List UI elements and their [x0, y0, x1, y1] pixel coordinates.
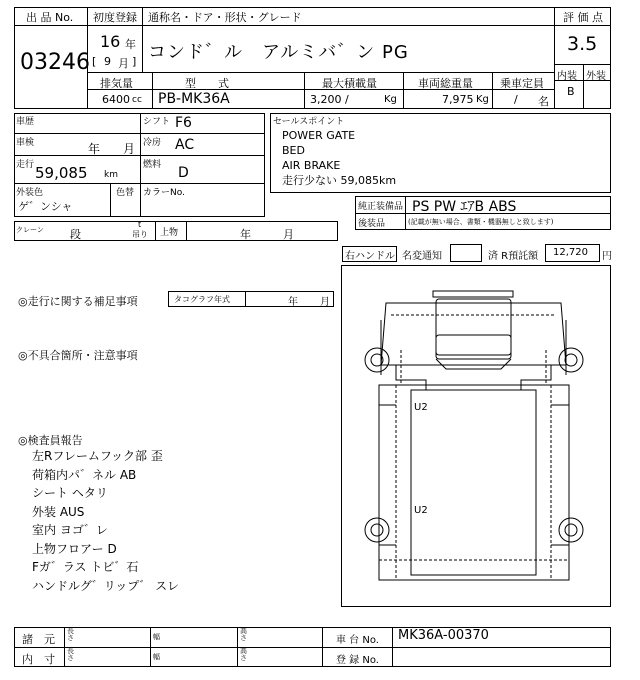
cab-outline [381, 303, 566, 365]
damage-mark-upper: U2 [414, 402, 428, 413]
drive-side: 右ハンドル [345, 251, 395, 262]
height-label: 高さ [240, 627, 247, 642]
chassis-label: 車 台 No. [336, 635, 379, 646]
history-label: 車歴 [16, 117, 35, 127]
interior-label: 内装 [557, 71, 577, 82]
width-label: 幅 [153, 633, 160, 641]
wheel-rear-left [365, 518, 389, 542]
color-label: 外装色 [16, 188, 44, 198]
mirror-bar [433, 291, 513, 297]
inspector-report-item: Fガ゛ラス トビ゛石 [32, 560, 139, 574]
mileage-label: 走行 [16, 160, 35, 170]
wheel-rear-right [559, 518, 583, 542]
color-code-label: カラーNo. [143, 188, 185, 198]
displacement-label: 排気量 [100, 77, 133, 90]
tachograph-label: タコグラフ年式 [174, 295, 230, 304]
aftermarket-note: (記載が無い場合、書類・機器無しと致します) [408, 218, 554, 226]
exterior-label: 外装 [586, 71, 606, 82]
registration-label: 登 録 No. [336, 655, 379, 666]
wheel-front-right [559, 348, 583, 372]
dims-label: 諸 元 [22, 633, 55, 646]
shift-label: シフト [143, 117, 171, 127]
score-label: 評 価 点 [563, 11, 603, 24]
sales-point-item: 走行少ない 59,085km [282, 174, 397, 187]
crane-ton-unit: t [138, 220, 142, 229]
cab-roof [436, 299, 511, 359]
inner-height-label: 高さ [240, 647, 247, 662]
model-name: コンド゛ル アルミバ゛ン PG [148, 42, 409, 63]
truck-diagram [341, 265, 611, 607]
inspector-report-item: 室内 ヨゴ゛レ [32, 523, 108, 537]
score: 3.5 [567, 33, 598, 55]
sales-point-item: BED [282, 144, 305, 157]
tachograph-year-unit: 年 [288, 297, 298, 308]
inner-width-label: 幅 [153, 653, 160, 661]
gross-weight-label: 車両総重量 [418, 77, 473, 90]
crane-stage: 段 [70, 228, 81, 241]
inspector-report-item: 外装 AUS [32, 504, 85, 519]
name-label: 通称名・ドア・形状・グレード [148, 11, 302, 24]
length-label: 長さ [67, 627, 74, 642]
inner-length-label: 長さ [67, 647, 74, 662]
defects-label: ◎不具合箇所・注意事項 [18, 349, 138, 362]
tachograph-month-unit: 月 [320, 297, 330, 308]
inspector-report-item: 荷箱内パ゛ネル AB [32, 467, 137, 482]
chassis-number: MK36A-00370 [398, 628, 489, 643]
fuel: D [178, 165, 189, 181]
deposit: 12,720 [553, 247, 588, 258]
reg-month: 9 [104, 55, 111, 68]
fuel-label: 燃料 [143, 160, 162, 170]
inspector-report-item: 左Rフレームフック部 歪 [32, 449, 163, 463]
inspector-report-item: 上物フロアー D [32, 541, 117, 556]
name-change-box [450, 244, 482, 262]
factory-equipment-label: 純正装備品 [358, 202, 404, 212]
max-load-label: 最大積載量 [322, 77, 377, 90]
inspector-report-item: ハンドルグ゛リップ゛ スレ [32, 578, 180, 593]
max-load: 3,200 / [310, 93, 349, 106]
max-load-unit: Kg [384, 94, 397, 105]
lot-label: 出 品 No. [26, 11, 74, 24]
crane-hook: 吊り [132, 230, 148, 239]
model-code-label: 型 式 [185, 77, 229, 90]
inspector-label: ◎検査員報告 [18, 434, 83, 447]
inner-dims-label: 内 寸 [22, 653, 55, 666]
color: ゲ゛ンシャ [18, 200, 73, 213]
deduct-label: 済 R預託額 [488, 251, 539, 262]
driving-remarks-label: ◎走行に関する補足事項 [18, 295, 138, 308]
wheel-front-left [365, 348, 389, 372]
crane-label: クレーン [16, 226, 44, 234]
color-change-label: 色替 [116, 188, 135, 198]
aircon-label: 冷房 [143, 138, 162, 148]
capacity-label: 乗車定員 [500, 77, 544, 90]
upper-label: 上物 [160, 228, 179, 238]
capacity-unit: 名 [538, 95, 549, 108]
upper-month-unit: 月 [283, 228, 294, 241]
mileage: 59,085 [35, 164, 88, 182]
mileage-unit: km [104, 170, 118, 180]
reg-year: 16 [100, 32, 121, 51]
gross-weight-unit: Kg [476, 94, 489, 105]
cargo-body [379, 385, 569, 580]
factory-equipment: PS PW ｴｱB ABS [412, 199, 517, 215]
shift: F6 [175, 115, 192, 131]
deposit-unit: 円 [602, 251, 612, 262]
inspector-report-list [32, 447, 179, 595]
damage-mark-lower: U2 [414, 505, 428, 516]
sales-points-label: セールスポイント [273, 117, 345, 127]
name-change-label: 名変通知 [402, 251, 442, 262]
capacity: / [514, 93, 518, 106]
lot-number: 03246 [20, 50, 90, 75]
displacement-unit: cc [132, 95, 142, 105]
first-reg-label: 初度登録 [93, 11, 137, 24]
inspection-label: 車検 [16, 138, 35, 148]
inspector-report-item: シート ヘタリ [32, 486, 108, 500]
gross-weight: 7,975 [442, 93, 474, 106]
inspection-year-unit: 年 [88, 142, 101, 156]
upper-year-unit: 年 [240, 228, 251, 241]
interior-grade: B [567, 85, 575, 98]
reg-month-unit: 月 [118, 57, 129, 70]
sales-points-list [282, 128, 396, 188]
aircon: AC [175, 137, 195, 153]
sales-point-item: AIR BRAKE [282, 159, 341, 172]
inspection-month-unit: 月 [123, 142, 136, 156]
model-code: PB-MK36A [158, 91, 230, 107]
aftermarket-label: 後装品 [358, 219, 386, 229]
sales-point-item: POWER GATE [282, 129, 356, 142]
reg-year-unit: 年 [125, 38, 136, 51]
displacement: 6400 [102, 93, 130, 106]
